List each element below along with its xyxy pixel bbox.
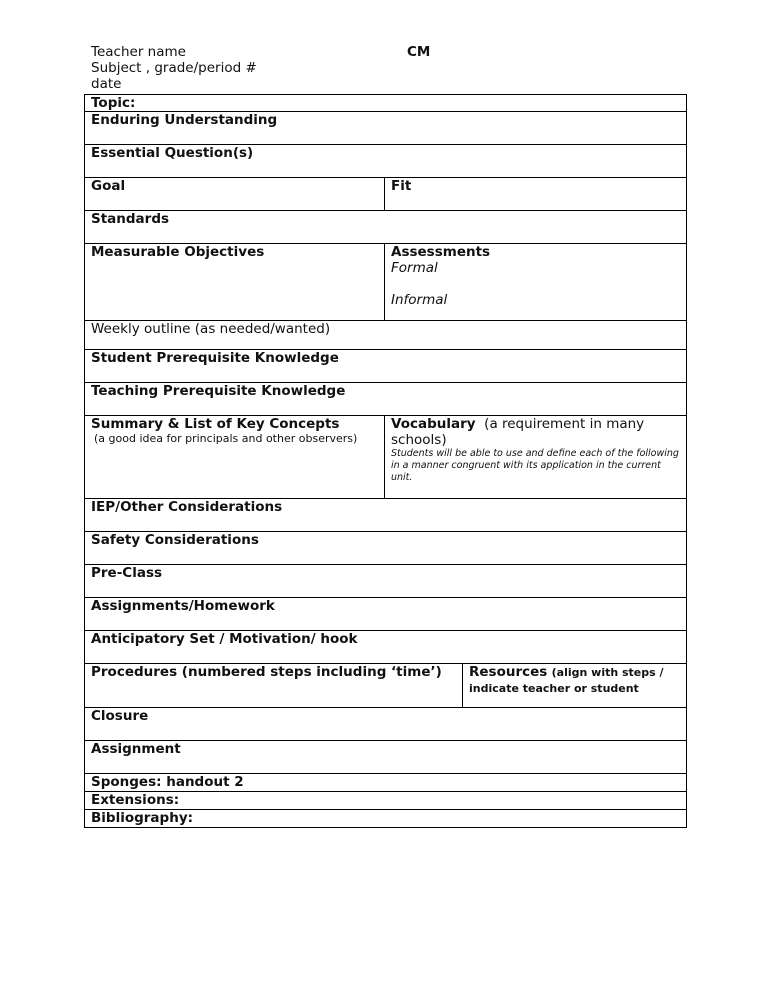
date-label: date bbox=[91, 76, 122, 92]
iep-label: IEP/Other Considerations bbox=[91, 499, 283, 515]
vocabulary-note: (a requirement in many schools) bbox=[391, 416, 645, 448]
closure-row[interactable] bbox=[85, 708, 687, 741]
informal-label: Informal bbox=[391, 292, 448, 308]
resources-label: Resources bbox=[469, 664, 548, 680]
assignments-homework-row[interactable] bbox=[85, 598, 687, 631]
resources-note: (align with steps / indicate teacher or student bbox=[469, 666, 664, 695]
formal-label: Formal bbox=[391, 260, 438, 276]
goal-label: Goal bbox=[91, 178, 126, 194]
teacher-initials: CM bbox=[407, 44, 431, 60]
student-prereq-label: Student Prerequisite Knowledge bbox=[91, 350, 339, 366]
essential-questions-label: Essential Question(s) bbox=[91, 145, 254, 161]
sponges-label: Sponges: handout 2 bbox=[91, 774, 244, 790]
topic-label: Topic: bbox=[91, 95, 136, 111]
essential-questions-row[interactable] bbox=[85, 145, 687, 178]
sponges-row[interactable] bbox=[85, 774, 687, 792]
document-header bbox=[91, 44, 257, 92]
standards-label: Standards bbox=[91, 211, 170, 227]
bibliography-label: Bibliography: bbox=[91, 810, 194, 826]
extensions-label: Extensions: bbox=[91, 792, 180, 808]
pre-class-row[interactable] bbox=[85, 565, 687, 598]
iep-row[interactable] bbox=[85, 499, 687, 532]
vocabulary-label: Vocabulary bbox=[391, 416, 476, 432]
student-prereq-row[interactable] bbox=[85, 350, 687, 383]
bibliography-row[interactable] bbox=[85, 810, 687, 828]
weekly-outline-label: Weekly outline (as needed/wanted) bbox=[91, 321, 331, 337]
extensions-row[interactable] bbox=[85, 792, 687, 810]
key-concepts-label: Summary & List of Key Concepts bbox=[91, 416, 340, 432]
key-concepts-note: (a good idea for principals and other observers) bbox=[94, 432, 358, 445]
fit-cell[interactable] bbox=[385, 178, 687, 211]
lesson-plan-table bbox=[84, 94, 687, 828]
anticipatory-set-row[interactable] bbox=[85, 631, 687, 664]
teaching-prereq-label: Teaching Prerequisite Knowledge bbox=[91, 383, 346, 399]
enduring-understanding-label: Enduring Understanding bbox=[91, 112, 278, 128]
assignment-label: Assignment bbox=[91, 741, 181, 757]
enduring-understanding-row[interactable] bbox=[85, 112, 687, 145]
procedures-cell[interactable] bbox=[85, 664, 463, 708]
subject-grade-label: Subject , grade/period # bbox=[91, 60, 257, 76]
fit-label: Fit bbox=[391, 178, 412, 194]
assignments-homework-label: Assignments/Homework bbox=[91, 598, 275, 614]
safety-row[interactable] bbox=[85, 532, 687, 565]
measurable-objectives-cell[interactable] bbox=[85, 244, 385, 321]
teacher-name-label: Teacher name bbox=[91, 44, 186, 60]
vocabulary-cell[interactable] bbox=[385, 416, 687, 499]
assessments-cell[interactable] bbox=[385, 244, 687, 321]
key-concepts-cell[interactable] bbox=[85, 416, 385, 499]
assignment-row[interactable] bbox=[85, 741, 687, 774]
resources-cell[interactable] bbox=[463, 664, 687, 708]
measurable-objectives-label: Measurable Objectives bbox=[91, 244, 265, 260]
goal-cell[interactable] bbox=[85, 178, 385, 211]
vocabulary-description: Students will be able to use and define each of the following in a manner congruent with its application in the current unit. bbox=[391, 448, 679, 483]
assessments-label: Assessments bbox=[391, 244, 491, 260]
topic-row[interactable] bbox=[85, 95, 687, 112]
standards-row[interactable] bbox=[85, 211, 687, 244]
closure-label: Closure bbox=[91, 708, 149, 724]
safety-label: Safety Considerations bbox=[91, 532, 259, 548]
procedures-label: Procedures (numbered steps including ‘time’) bbox=[91, 664, 442, 680]
pre-class-label: Pre-Class bbox=[91, 565, 163, 581]
teaching-prereq-row[interactable] bbox=[85, 383, 687, 416]
weekly-outline-row[interactable] bbox=[85, 321, 687, 350]
anticipatory-set-label: Anticipatory Set / Motivation/ hook bbox=[91, 631, 358, 647]
